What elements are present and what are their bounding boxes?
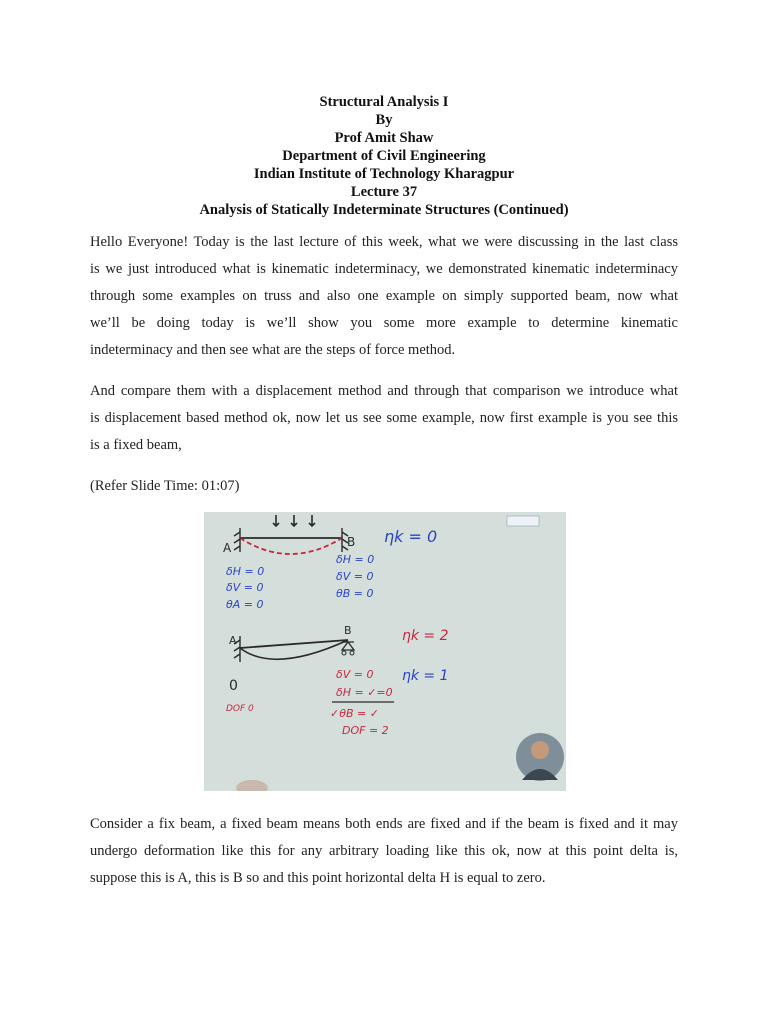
bottom-left-dof: DOF 0 xyxy=(226,704,254,714)
bottom-left-note: 0 xyxy=(229,678,238,694)
lecture-number: Lecture 37 xyxy=(350,184,418,200)
paragraph-line: is displacement based method ok, now let us see some example, now first example is you see this xyxy=(90,410,678,426)
top-right-condition: δH = 0 xyxy=(336,553,375,566)
bottom-right-condition: δV = 0 xyxy=(336,668,374,681)
paragraph-line: is a fixed beam, xyxy=(90,437,182,453)
document-header xyxy=(90,93,678,219)
instructor-avatar xyxy=(516,733,564,781)
department-name: Department of Civil Engineering xyxy=(282,148,486,164)
paragraph-line: is we just introduced what is kinematic indeterminacy, we demonstrated kinematic indeterminacy xyxy=(90,261,678,277)
slide-time-reference: (Refer Slide Time: 01:07) xyxy=(90,478,240,494)
slide-sticker xyxy=(507,516,539,526)
top-left-condition: θA = 0 xyxy=(226,598,264,611)
paragraph-line: suppose this is A, this is B so and this point horizontal delta H is equal to zero. xyxy=(90,870,546,886)
lecture-slide-image xyxy=(204,512,566,791)
paragraph-line: Consider a fix beam, a fixed beam means both ends are fixed and if the beam is fixed and it may xyxy=(90,816,678,832)
paragraph-intro xyxy=(90,229,678,364)
paragraph-line: undergo deformation like this for any arbitrary loading like this ok, now at this point delta is, xyxy=(90,843,678,859)
by-line: By xyxy=(375,112,393,128)
bottom-right-condition: δH = ✓=0 xyxy=(336,686,393,699)
paragraph-comparison xyxy=(90,378,678,459)
paragraph-line: indeterminacy and then see what are the steps of force method. xyxy=(90,342,456,358)
institute-name: Indian Institute of Technology Kharagpur xyxy=(253,166,515,182)
paragraph-line: And compare them with a displacement method and through that comparison we introduce what xyxy=(90,383,678,399)
top-left-condition: δV = 0 xyxy=(226,581,264,594)
author-name: Prof Amit Shaw xyxy=(334,130,434,146)
top-nk-value: ηk = 0 xyxy=(384,527,438,546)
paragraph-line: through some examples on truss and also one example on simply supported beam, now what xyxy=(90,288,678,304)
top-label-b: B xyxy=(347,535,356,549)
bottom-right-condition: ✓θB = ✓ xyxy=(330,707,379,720)
top-label-a: A xyxy=(223,541,232,555)
paragraph-line: Hello Everyone! Today is the last lecture of this week, what we were discussing in the last class xyxy=(90,234,678,250)
lecture-topic: Analysis of Statically Indeterminate Structures (Continued) xyxy=(199,202,569,218)
paragraph-line: we’ll be doing today is we’ll show you some more example to determine kinematic xyxy=(90,315,678,331)
bottom-nk-second: ηk = 1 xyxy=(402,668,449,684)
course-title: Structural Analysis I xyxy=(319,94,449,110)
whiteboard-drawing xyxy=(204,512,566,791)
top-right-condition: θB = 0 xyxy=(336,587,374,600)
bottom-label-b: B xyxy=(344,624,352,637)
paragraph-fixed-beam xyxy=(90,811,678,892)
top-left-condition: δH = 0 xyxy=(226,565,265,578)
bottom-nk-first: ηk = 2 xyxy=(402,628,449,644)
bottom-right-condition: DOF = 2 xyxy=(342,724,389,737)
top-right-condition: δV = 0 xyxy=(336,570,374,583)
bottom-label-a: A xyxy=(229,634,237,647)
